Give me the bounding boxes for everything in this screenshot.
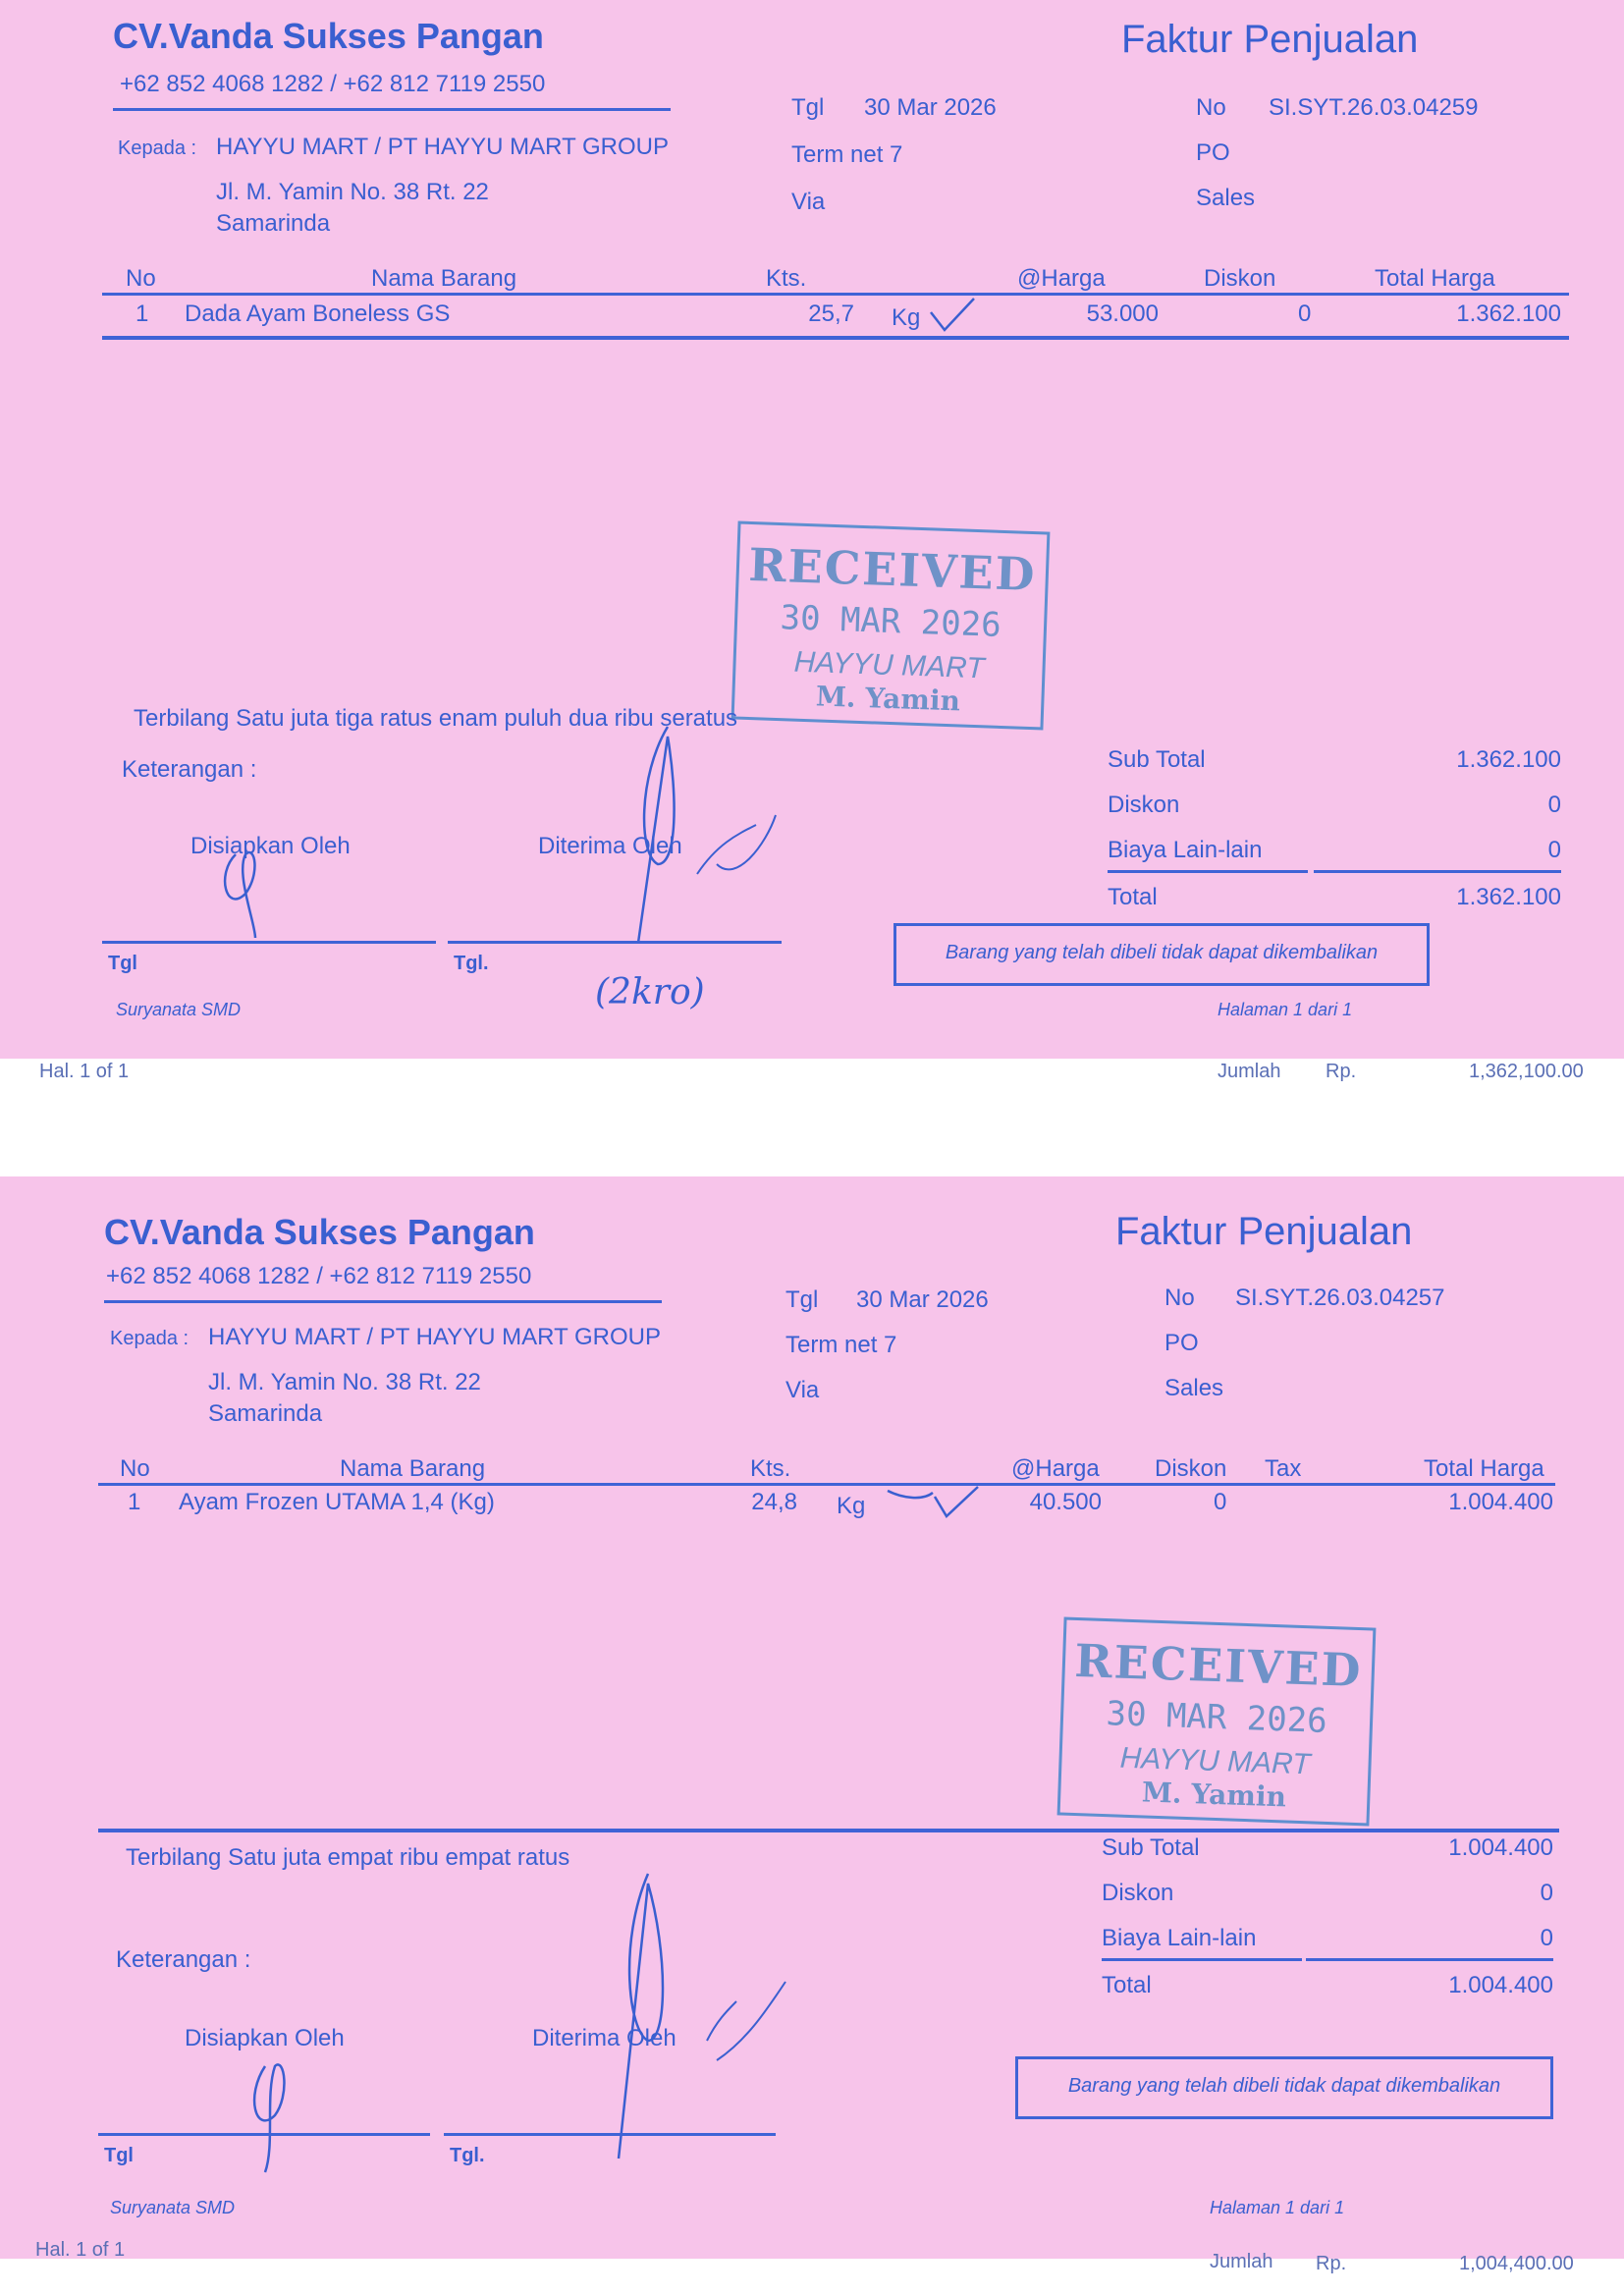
summary-line-left bbox=[1108, 870, 1308, 873]
keterangan-label: Keterangan : bbox=[116, 1946, 251, 1973]
header-underline bbox=[104, 1300, 662, 1303]
stamp-store: HAYYU MART bbox=[1119, 1741, 1312, 1781]
sales-label: Sales bbox=[1196, 185, 1256, 211]
via-label: Via bbox=[791, 189, 826, 215]
summary-line-right bbox=[1306, 1958, 1553, 1961]
col-no: No bbox=[126, 265, 156, 292]
via-label: Via bbox=[785, 1377, 820, 1403]
stamp-name: M. Yamin bbox=[815, 680, 961, 718]
term: Term net 7 bbox=[791, 141, 903, 168]
term: Term net 7 bbox=[785, 1332, 897, 1358]
col-nama-barang: Nama Barang bbox=[371, 265, 517, 292]
subtotal-label: Sub Total bbox=[1102, 1834, 1200, 1861]
footer-jumlah: Jumlah bbox=[1210, 2251, 1273, 2272]
page-indicator: Halaman 1 dari 1 bbox=[1210, 2198, 1345, 2217]
col-harga: @Harga bbox=[1011, 1455, 1100, 1482]
item-no: 1 bbox=[135, 301, 149, 327]
summary-line-left bbox=[1102, 1958, 1302, 1961]
stamp-name: M. Yamin bbox=[1141, 1776, 1287, 1814]
other-costs-label: Biaya Lain-lain bbox=[1102, 1925, 1257, 1951]
signature-received bbox=[619, 717, 795, 943]
item-no: 1 bbox=[128, 1489, 141, 1515]
item-total: 1.004.400 bbox=[1448, 1489, 1553, 1515]
customer-address-1: Jl. M. Yamin No. 38 Rt. 22 bbox=[216, 179, 489, 205]
signature-received bbox=[609, 1864, 805, 2159]
subtotal-label: Sub Total bbox=[1108, 746, 1206, 773]
footer-amount: 1,362,100.00 bbox=[1469, 1061, 1584, 1082]
footer-rp: Rp. bbox=[1326, 1061, 1357, 1082]
received-stamp bbox=[731, 521, 1051, 731]
received-stamp bbox=[1057, 1617, 1377, 1827]
table-header-line bbox=[98, 1483, 1555, 1486]
stamp-title: RECEIVED bbox=[1073, 1633, 1364, 1698]
sign-line-left bbox=[102, 941, 436, 944]
total-value: 1.362.100 bbox=[1456, 884, 1561, 910]
footer-page: Hal. 1 of 1 bbox=[39, 1061, 130, 1082]
customer-name: HAYYU MART / PT HAYYU MART GROUP bbox=[216, 134, 669, 160]
invoice-sheet-2 bbox=[0, 1176, 1624, 2259]
sign-date-right: Tgl. bbox=[454, 953, 489, 974]
stamp-date: 30 MAR 2026 bbox=[1105, 1694, 1328, 1741]
footer-jumlah: Jumlah bbox=[1218, 1061, 1281, 1082]
table-header-line bbox=[102, 293, 1569, 296]
number-label: No bbox=[1164, 1285, 1195, 1311]
item-qty: 24,8 bbox=[751, 1489, 797, 1515]
company-phone: +62 852 4068 1282 / +62 812 7119 2550 bbox=[120, 71, 546, 97]
other-costs-value: 0 bbox=[1540, 1925, 1553, 1951]
discount-value: 0 bbox=[1540, 1880, 1553, 1906]
invoice-date: 30 Mar 2026 bbox=[856, 1286, 989, 1313]
invoice-date: 30 Mar 2026 bbox=[864, 94, 997, 121]
header-underline bbox=[113, 108, 671, 111]
col-harga: @Harga bbox=[1017, 265, 1106, 292]
sign-date-right: Tgl. bbox=[450, 2145, 485, 2166]
keterangan-label: Keterangan : bbox=[122, 756, 257, 783]
invoice-number: SI.SYT.26.03.04259 bbox=[1269, 94, 1479, 121]
col-kts: Kts. bbox=[750, 1455, 791, 1482]
sign-date-left: Tgl bbox=[104, 2145, 134, 2166]
item-unit: Kg bbox=[837, 1493, 866, 1519]
document-title: Faktur Penjualan bbox=[1115, 1210, 1413, 1253]
summary-top-line bbox=[98, 1829, 1559, 1832]
customer-address-2: Samarinda bbox=[208, 1400, 323, 1427]
col-tax: Tax bbox=[1265, 1455, 1302, 1482]
discount-label: Diskon bbox=[1102, 1880, 1174, 1906]
stamp-title: RECEIVED bbox=[747, 537, 1038, 602]
table-row-line bbox=[102, 336, 1569, 340]
amount-in-words: Terbilang Satu juta empat ribu empat ratus bbox=[126, 1844, 570, 1871]
item-discount: 0 bbox=[1298, 301, 1312, 327]
sign-line-left bbox=[98, 2133, 430, 2136]
col-total-harga: Total Harga bbox=[1375, 265, 1495, 292]
sign-line-right bbox=[448, 941, 782, 944]
stamp-store: HAYYU MART bbox=[793, 645, 986, 685]
item-qty: 25,7 bbox=[808, 301, 854, 327]
signature-prepared bbox=[206, 835, 285, 943]
no-return-notice: Barang yang telah dibeli tidak dapat dikembalikan bbox=[893, 923, 1430, 986]
page-indicator: Halaman 1 dari 1 bbox=[1218, 1000, 1353, 1019]
prepared-author: Suryanata SMD bbox=[110, 2198, 236, 2217]
item-discount: 0 bbox=[1214, 1489, 1227, 1515]
invoice-sheet-1 bbox=[0, 0, 1624, 1059]
number-label: No bbox=[1196, 94, 1226, 121]
col-diskon: Diskon bbox=[1155, 1455, 1227, 1482]
total-label: Total bbox=[1102, 1972, 1152, 1998]
sign-date-left: Tgl bbox=[108, 953, 137, 974]
summary-line-right bbox=[1314, 870, 1561, 873]
item-price: 40.500 bbox=[1029, 1489, 1102, 1515]
col-nama-barang: Nama Barang bbox=[340, 1455, 486, 1482]
po-label: PO bbox=[1164, 1330, 1199, 1356]
item-unit: Kg bbox=[892, 304, 921, 331]
col-kts: Kts. bbox=[766, 265, 807, 292]
kepada-label: Kepada : bbox=[118, 137, 197, 159]
company-phone: +62 852 4068 1282 / +62 812 7119 2550 bbox=[106, 1263, 532, 1289]
col-no: No bbox=[120, 1455, 150, 1482]
footer-page: Hal. 1 of 1 bbox=[35, 2239, 126, 2261]
checkmark-icon bbox=[927, 295, 976, 334]
item-name: Ayam Frozen UTAMA 1,4 (Kg) bbox=[179, 1489, 495, 1515]
stamp-date: 30 MAR 2026 bbox=[779, 598, 1002, 645]
item-name: Dada Ayam Boneless GS bbox=[185, 301, 451, 327]
footer-amount: 1,004,400.00 bbox=[1459, 2253, 1574, 2274]
signature-prepared bbox=[236, 2037, 324, 2174]
received-by-label: Diterima Oleh bbox=[538, 833, 682, 859]
handwritten-note: (2kro) bbox=[595, 972, 705, 1012]
company-name: CV.Vanda Sukses Pangan bbox=[113, 16, 544, 56]
prepared-author: Suryanata SMD bbox=[116, 1000, 242, 1019]
total-label: Total bbox=[1108, 884, 1158, 910]
total-value: 1.004.400 bbox=[1448, 1972, 1553, 1998]
prepared-by-label: Disiapkan Oleh bbox=[185, 2025, 345, 2051]
invoice-number: SI.SYT.26.03.04257 bbox=[1235, 1285, 1445, 1311]
col-total-harga: Total Harga bbox=[1424, 1455, 1544, 1482]
sign-line-right bbox=[444, 2133, 776, 2136]
prepared-by-label: Disiapkan Oleh bbox=[190, 833, 351, 859]
company-name: CV.Vanda Sukses Pangan bbox=[104, 1212, 535, 1252]
other-costs-value: 0 bbox=[1547, 837, 1561, 863]
other-costs-label: Biaya Lain-lain bbox=[1108, 837, 1263, 863]
item-total: 1.362.100 bbox=[1456, 301, 1561, 327]
subtotal-value: 1.004.400 bbox=[1448, 1834, 1553, 1861]
date-label: Tgl bbox=[785, 1286, 819, 1313]
sales-label: Sales bbox=[1164, 1375, 1224, 1401]
subtotal-value: 1.362.100 bbox=[1456, 746, 1561, 773]
amount-in-words: Terbilang Satu juta tiga ratus enam puluh dua ribu seratus bbox=[134, 705, 738, 732]
discount-label: Diskon bbox=[1108, 792, 1180, 818]
no-return-notice: Barang yang telah dibeli tidak dapat dikembalikan bbox=[1015, 2056, 1553, 2119]
document-title: Faktur Penjualan bbox=[1121, 18, 1419, 61]
footer-rp: Rp. bbox=[1316, 2253, 1347, 2274]
discount-value: 0 bbox=[1547, 792, 1561, 818]
col-diskon: Diskon bbox=[1204, 265, 1276, 292]
customer-name: HAYYU MART / PT HAYYU MART GROUP bbox=[208, 1324, 661, 1350]
kepada-label: Kepada : bbox=[110, 1328, 189, 1349]
date-label: Tgl bbox=[791, 94, 825, 121]
item-price: 53.000 bbox=[1086, 301, 1159, 327]
received-by-label: Diterima Oleh bbox=[532, 2025, 677, 2051]
customer-address-1: Jl. M. Yamin No. 38 Rt. 22 bbox=[208, 1369, 481, 1395]
customer-address-2: Samarinda bbox=[216, 210, 331, 237]
po-label: PO bbox=[1196, 139, 1230, 166]
